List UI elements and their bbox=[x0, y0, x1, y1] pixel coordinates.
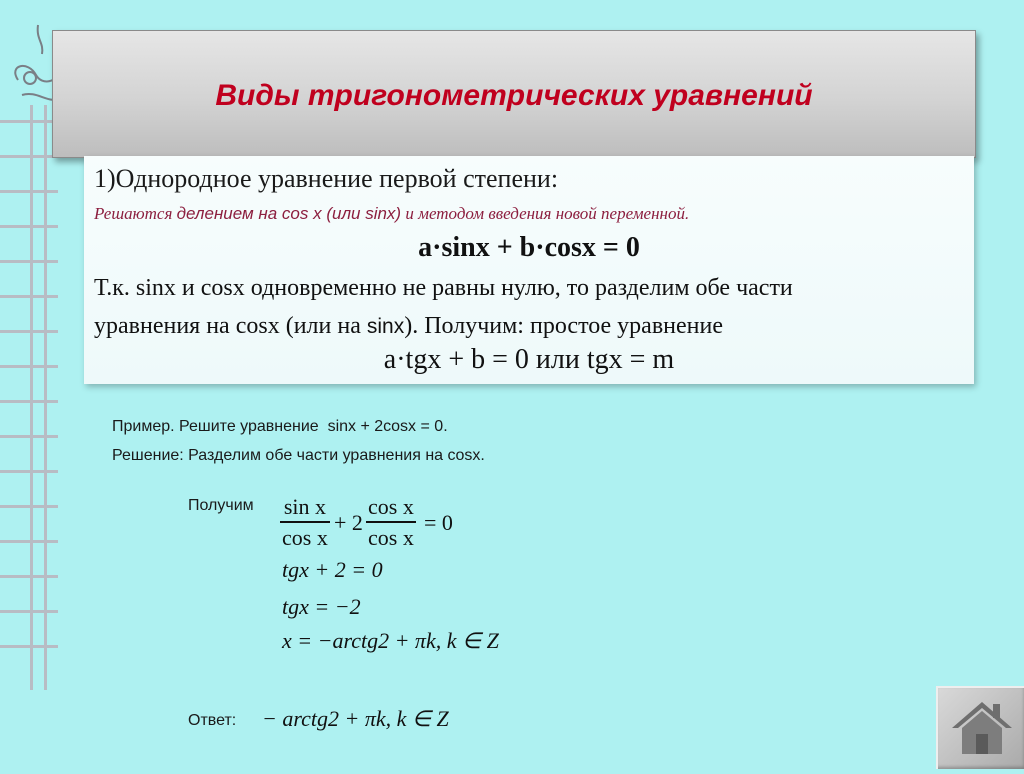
method-description bbox=[94, 204, 690, 224]
example-solution: Решение: Разделим обе части уравнения на cosx. bbox=[112, 447, 485, 464]
slide-title: Виды тригонометрических уравнений bbox=[215, 79, 813, 112]
fraction-sin-over-cos bbox=[280, 494, 330, 551]
home-button[interactable] bbox=[936, 686, 1024, 769]
answer-value bbox=[262, 706, 449, 732]
ladder-rung bbox=[0, 540, 58, 543]
explanation-line-2-a: уравнения на cosx (или на bbox=[94, 313, 367, 339]
fraction-denominator: cos x bbox=[368, 524, 414, 550]
fraction-numerator: sin x bbox=[283, 494, 326, 519]
equals-zero: = 0 bbox=[424, 510, 453, 535]
example-task: Пример. Решите уравнение sinx + 2cosx = 0. bbox=[112, 418, 448, 435]
theory-box bbox=[84, 156, 974, 384]
ladder-rung bbox=[0, 400, 58, 403]
explanation-line-1: Т.к. sinx и cosx одновременно не равны нулю, то разделим обе части bbox=[94, 275, 793, 301]
solution-step-tgx-minus-2 bbox=[282, 594, 361, 620]
ladder-rung bbox=[0, 365, 58, 368]
ladder-rung bbox=[0, 190, 58, 193]
simple-equation: a·tgx + b = 0 или tgx = m bbox=[383, 344, 675, 375]
step-text: tgx + 2 = 0 bbox=[282, 557, 383, 582]
explanation-line-2 bbox=[94, 307, 964, 346]
method-suffix: и методом введения новой переменной bbox=[401, 204, 685, 223]
ladder-rung bbox=[0, 330, 58, 333]
step-text: x = −arctg2 + πk, k ∈ Z bbox=[282, 628, 499, 653]
ladder-rung bbox=[0, 435, 58, 438]
solution-step-tgx-plus-2 bbox=[282, 557, 383, 583]
homogeneous-equation: a·sinx + b·cosx = 0 bbox=[418, 232, 640, 263]
ladder-rung bbox=[0, 575, 58, 578]
step-text: tgx = −2 bbox=[282, 594, 361, 619]
ladder-rung bbox=[0, 155, 58, 158]
ladder-rung bbox=[0, 505, 58, 508]
obtain-label: Получим bbox=[188, 497, 254, 514]
solution-step-x bbox=[282, 628, 499, 654]
fraction-denominator: cos x bbox=[282, 524, 328, 550]
fraction-numerator: cos x bbox=[368, 494, 414, 519]
explanation-paragraph bbox=[94, 269, 964, 346]
explanation-line-2-b: ). Получим: простое уравнение bbox=[404, 313, 724, 339]
answer-text: − arctg2 + πk, k ∈ Z bbox=[262, 706, 449, 731]
explanation-line-2-sinx: sinx bbox=[366, 315, 405, 338]
slide-title-bar bbox=[52, 30, 976, 158]
plus-two: + 2 bbox=[334, 510, 363, 535]
ladder-rung bbox=[0, 260, 58, 263]
method-division: делением на cos x (или sinx) bbox=[176, 204, 402, 223]
fraction-bar bbox=[280, 521, 330, 523]
section-heading: 1)Однородное уравнение первой степени: bbox=[94, 164, 559, 193]
ladder-rung bbox=[0, 225, 58, 228]
ladder-rung bbox=[0, 470, 58, 473]
answer-label: Ответ: bbox=[188, 712, 237, 729]
fraction-bar bbox=[366, 521, 416, 523]
ladder-rung bbox=[0, 295, 58, 298]
ladder-rung bbox=[0, 610, 58, 613]
method-prefix: Решаются bbox=[94, 204, 177, 223]
fraction-cos-over-cos bbox=[366, 494, 416, 551]
home-icon bbox=[938, 688, 1024, 769]
method-dot: . bbox=[684, 204, 690, 223]
ladder-rung bbox=[0, 120, 58, 123]
ladder-rung bbox=[0, 645, 58, 648]
